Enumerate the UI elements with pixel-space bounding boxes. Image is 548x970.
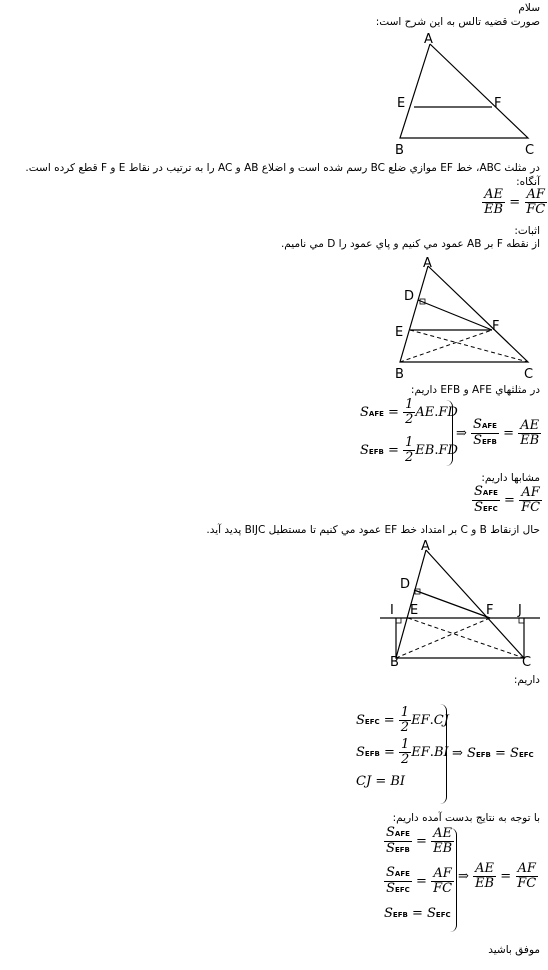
theorem-intro: صورت قضيه تالس به اين شرح است: — [375, 16, 540, 28]
label-a: A — [421, 539, 430, 554]
area-efb-eq: SEFB = $\frac{1}{2}$ EB.FD — [360, 435, 458, 465]
we-have-label: داريم: — [513, 674, 540, 686]
label-b: B — [395, 143, 404, 155]
label-a: A — [424, 32, 433, 47]
greeting: سلام — [518, 2, 540, 14]
proof-step-2: در مثلثهاي AFE و EFB داريم: — [410, 384, 540, 396]
final-conclusion: ⇒ $\frac{AE}{EB}$ = $\frac{AF}{FC}$ — [458, 861, 537, 891]
triangle-figure-2 — [390, 252, 540, 380]
label-d: D — [404, 289, 415, 304]
final-eq-1: $\frac{\text{SAFE}}{\text{SEFB}}$ = $\frac{AE}{EB}$ — [386, 825, 453, 856]
theorem-statement: در مثلث ABC، خط EF موازي ضلع BC رسم شده است و اضلاع AB و AC را به ترتيب در نقاط E و F قطع کرده است. — [25, 162, 540, 174]
brace-1 — [446, 400, 453, 466]
thales-ratio: $\frac{AE}{EB}$ = $\frac{AF}{FC}$ — [484, 187, 546, 217]
label-j: J — [518, 603, 522, 618]
label-i: I — [390, 603, 394, 618]
then-label: آنگاه: — [516, 176, 540, 188]
label-c: C — [522, 655, 532, 668]
brace-2 — [440, 704, 447, 804]
rectangle-figure-3 — [378, 538, 542, 668]
cj-equals-bi: CJ = BI — [356, 774, 406, 789]
label-c: C — [525, 143, 535, 155]
label-e: E — [395, 325, 404, 340]
area-efc-eq: SEFC = $\frac{1}{2}$ EF.CJ — [356, 705, 449, 735]
area-ratio-conclusion-2: $\frac{\text{SAFE}}{\text{SEFC}}$ = $\frac{AF}{FC}$ — [474, 484, 541, 515]
brace-3 — [450, 828, 457, 932]
label-b: B — [395, 367, 404, 380]
final-eq-3: SEFB = SEFC — [384, 906, 451, 921]
label-d: D — [400, 577, 411, 592]
label-e: E — [397, 96, 406, 111]
proof-step-3: حال ازنقاط B و C بر امتداد خط EF عمود مي کنيم تا مستطيل BIJC پديد آيد. — [206, 524, 540, 536]
label-f: F — [492, 319, 500, 334]
combine-label: با توجه به نتايج بدست آمده داريم: — [392, 812, 540, 824]
label-a: A — [423, 256, 432, 271]
area-efb-eq-2: SEFB = $\frac{1}{2}$ EF.BI — [356, 737, 449, 767]
similarly-label: مشابها داريم: — [481, 472, 540, 484]
area-afe-eq: SAFE = $\frac{1}{2}$ AE.FD — [360, 397, 458, 427]
label-f: F — [494, 96, 502, 111]
label-b: B — [390, 655, 399, 668]
label-e: E — [410, 603, 419, 618]
area-equality-conclusion: ⇒ SEFB = SEFC — [452, 746, 534, 761]
closing-text: موفق باشيد — [488, 944, 540, 956]
triangle-figure-1 — [390, 30, 540, 155]
proof-step-1: از نقطه F بر AB عمود مي کنيم و پاي عمود را D مي ناميم. — [280, 238, 540, 250]
proof-label: اثبات: — [514, 225, 540, 237]
area-ratio-conclusion-1: ⇒ $\frac{\text{SAFE}}{\text{SEFB}}$ = $\frac{AE}{EB}$ — [456, 417, 540, 448]
label-c: C — [524, 367, 534, 380]
label-f: F — [486, 603, 494, 618]
final-eq-2: $\frac{\text{SAFE}}{\text{SEFC}}$ = $\frac{AF}{FC}$ — [386, 865, 453, 896]
